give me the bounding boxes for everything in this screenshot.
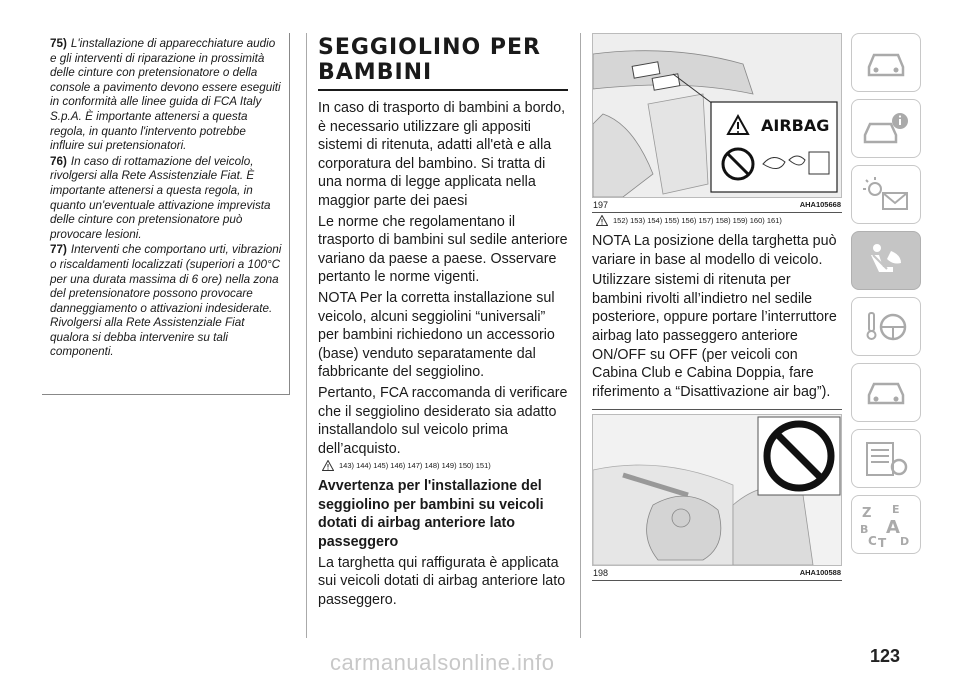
car-front-icon [861,43,911,83]
paragraph: NOTA Per la corretta installazione sul veicolo, alcuni seggiolini “universali” per bambini richiedono un accessorio (base) venduto separatamente dal fabbricante del seggiolino. [318,289,555,381]
child-seat-section [318,33,568,611]
tab-starting-driving[interactable] [851,297,921,356]
note-77: 77) Interventi che comportano urti, vibrazioni o riscaldamenti localizzati (superiori a 100°C per una durata massima di 6 ore) nella zona del pretensionatore possono provocare danneggiamento o attivazioni indesiderate. Rivolgersi alla Rete Assistenziale Fiat qualora si debba intervenire su tali componenti. [50,243,282,359]
figure-197 [592,33,842,198]
svg-text:E: E [892,502,900,516]
title-rule [318,89,568,91]
figure-198-caption: 198 AHA100588 [592,566,842,581]
figure-198 [592,414,842,566]
figure-197-caption: 197 AHA105668 [592,198,842,213]
tab-vehicle-info[interactable] [851,99,921,158]
paragraph: Utilizzare sistemi di ritenuta per bambini rivolti all’indietro nel sedile posteriore, oppure portare l’interruttore airbag lato passeggero anteriore ON/OFF su OFF (per veicoli con Cabina Club e Cabina Doppia, fare riferimento a “Disattivazione air bag”). [592,272,837,400]
car-breakdown-icon [861,373,911,413]
watermark: carmanualsonline.info [330,650,555,675]
note-75: 75) L'installazione di apparecchiature audio e gli interventi di riparazione in prossimità delle cinture con pretensionatore o della console a pavimento devono essere eseguiti in conformità alle linee guida di FCA Italy S.p.A. È importante attenersi a questa regola, in quanto l'intervento potrebbe influire sui pretensionatori. [50,37,281,153]
warning-triangle-icon [322,460,334,471]
paragraph: In caso di trasporto di bambini a bordo, è necessario utilizzare gli appositi sistemi di ritenuta, adatti all'età e alla corporatura del bambino. Si tratta di una norma di legge applicata nella maggior parte dei paesi [318,100,566,209]
chapter-tabs [851,33,921,561]
tab-maintenance[interactable] [851,429,921,488]
svg-text:T: T [878,535,887,549]
svg-text:D: D [900,534,910,548]
subheading: Avvertenza per l'installazione del seggiolino per bambini su veicoli dotati di airbag anteriore lato passeggero [318,478,544,551]
svg-text:Z: Z [862,505,872,521]
tab-index[interactable] [851,495,921,554]
airbag-label-text: AIRBAG [761,116,830,135]
note-76: 76) In caso di rottamazione del veicolo, rivolgersi alla Rete Assistenziale Fiat. È importante attenersi a questa regola, in quanto un'eventuale attivazione imprevista delle cinture con pretensionatore può provocare lesioni. [50,154,271,241]
tab-warning-lights[interactable] [851,165,921,224]
index-letters-icon [858,501,914,549]
paragraph: Pertanto, FCA raccomanda di verificare che il seggiolino desiderato sia adatto installandolo sul veicolo prima dell’acquisto. [318,384,568,457]
seat-airbag-icon [861,241,911,281]
section-title: SEGGIOLINO PER BAMBINI [318,35,541,85]
key-steering-icon [861,307,911,347]
car-info-icon [861,109,911,149]
warning-references: 152) 153) 154) 155) 156) 157) 158) 159) 160) 161) [596,215,842,226]
paragraph: La targhetta qui raffigurata è applicata sui veicoli dotati di airbag anteriore lato passeggero. [318,554,566,608]
tab-vehicle-overview[interactable] [851,33,921,92]
page-number: 123 [870,646,901,666]
column-divider [306,33,307,638]
paragraph: NOTA La posizione della targhetta può variare in base al modello di veicolo. [592,233,837,268]
svg-text:A: A [886,516,900,538]
warning-triangle-icon [596,215,608,226]
tab-emergency[interactable] [851,363,921,422]
figures-column [592,33,842,581]
rear-facing-seat-prohibition-illustration [593,415,841,565]
column-divider [580,33,581,638]
warning-references: 143) 144) 145) 146) 147) 148) 149) 150) 151) [322,460,568,471]
tab-safety[interactable] [851,231,921,290]
warning-lights-icon [861,175,911,215]
figure-top-rule [592,403,842,410]
safety-notes-box [42,33,290,395]
maintenance-list-icon [861,439,911,479]
svg-text:C: C [868,533,877,548]
airbag-label-location-illustration [593,34,841,197]
paragraph: Le norme che regolamentano il trasporto di bambini sul sedile anteriore variano da paese a paese. Osservare pertanto le norme vigenti. [318,213,568,286]
svg-text:B: B [860,522,869,536]
